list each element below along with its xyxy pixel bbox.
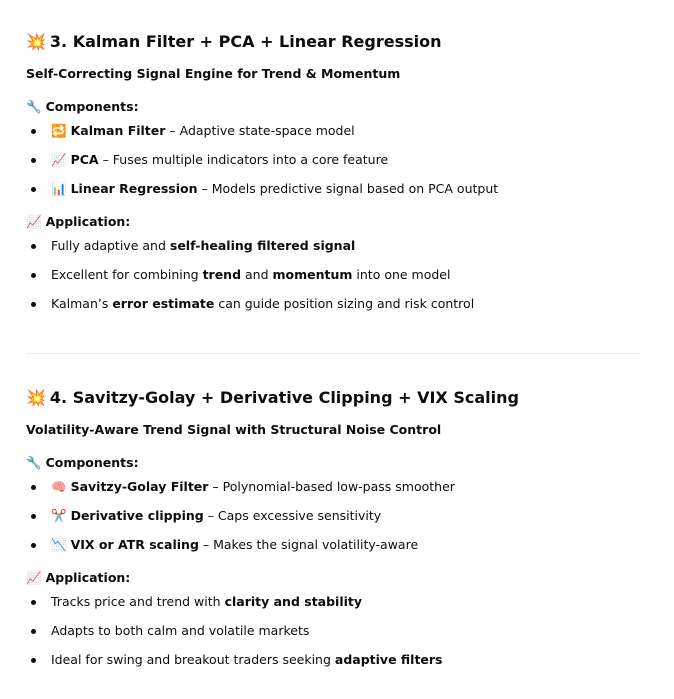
section-divider	[26, 353, 640, 354]
component-name: Savitzy-Golay Filter	[70, 479, 209, 494]
component-desc: – Models predictive signal based on PCA output	[197, 181, 499, 196]
list-item: Fully adaptive and self-healing filtered signal	[26, 237, 640, 266]
list-item	[26, 180, 640, 209]
section-title: 3. Kalman Filter + PCA + Linear Regression	[49, 32, 442, 51]
section-subtitle: Volatility-Aware Trend Signal with Structural Noise Control	[26, 422, 442, 437]
application-label: 📈 Application:	[26, 570, 131, 585]
list-item: Adapts to both calm and volatile markets	[26, 622, 640, 651]
components-label: 🔧 Components:	[26, 455, 139, 470]
list-item: Excellent for combining trend and momentum into one model	[26, 266, 640, 295]
components-list	[26, 122, 640, 209]
application-list	[26, 237, 640, 324]
component-name: Kalman Filter	[70, 123, 166, 138]
chart-up-icon: 📈	[26, 570, 42, 585]
section-savitzy-golay-vix	[26, 386, 640, 680]
scissors-icon: ✂️	[51, 508, 67, 523]
application-list	[26, 593, 640, 680]
component-desc: – Caps excessive sensitivity	[203, 508, 382, 523]
section-kalman-pca-regression	[26, 30, 640, 324]
list-item: Ideal for swing and breakout traders seeking adaptive filters	[26, 651, 640, 680]
component-name: Linear Regression	[70, 181, 198, 196]
list-item: Tracks price and trend with clarity and stability	[26, 593, 640, 622]
chart-up-icon: 📈	[26, 214, 42, 229]
list-item	[26, 536, 640, 565]
application-label: 📈 Application:	[26, 214, 131, 229]
list-item	[26, 478, 640, 507]
list-item	[26, 507, 640, 536]
collision-icon: 💥	[26, 32, 46, 51]
section-title: 4. Savitzy-Golay + Derivative Clipping + VIX Scaling	[49, 388, 519, 407]
component-desc: – Makes the signal volatility-aware	[198, 537, 419, 552]
component-name: Derivative clipping	[70, 508, 204, 523]
wrench-icon: 🔧	[26, 99, 42, 114]
bar-chart-icon: 📊	[51, 181, 67, 196]
section-heading	[26, 386, 640, 410]
component-name: PCA	[70, 152, 99, 167]
component-name: VIX or ATR scaling	[70, 537, 199, 552]
list-item	[26, 151, 640, 180]
repeat-icon: 🔁	[51, 123, 67, 138]
chart-up-icon: 📈	[51, 152, 67, 167]
brain-icon: 🧠	[51, 479, 67, 494]
collision-icon: 💥	[26, 388, 46, 407]
chart-down-icon: 📉	[51, 537, 67, 552]
section-subtitle: Self-Correcting Signal Engine for Trend & Momentum	[26, 66, 401, 81]
components-label: 🔧 Components:	[26, 99, 139, 114]
wrench-icon: 🔧	[26, 455, 42, 470]
list-item	[26, 122, 640, 151]
component-desc: – Polynomial-based low-pass smoother	[208, 479, 455, 494]
section-heading	[26, 30, 640, 54]
component-desc: – Fuses multiple indicators into a core feature	[98, 152, 389, 167]
component-desc: – Adaptive state-space model	[165, 123, 355, 138]
components-list	[26, 478, 640, 565]
list-item: Kalman’s error estimate can guide position sizing and risk control	[26, 295, 640, 324]
